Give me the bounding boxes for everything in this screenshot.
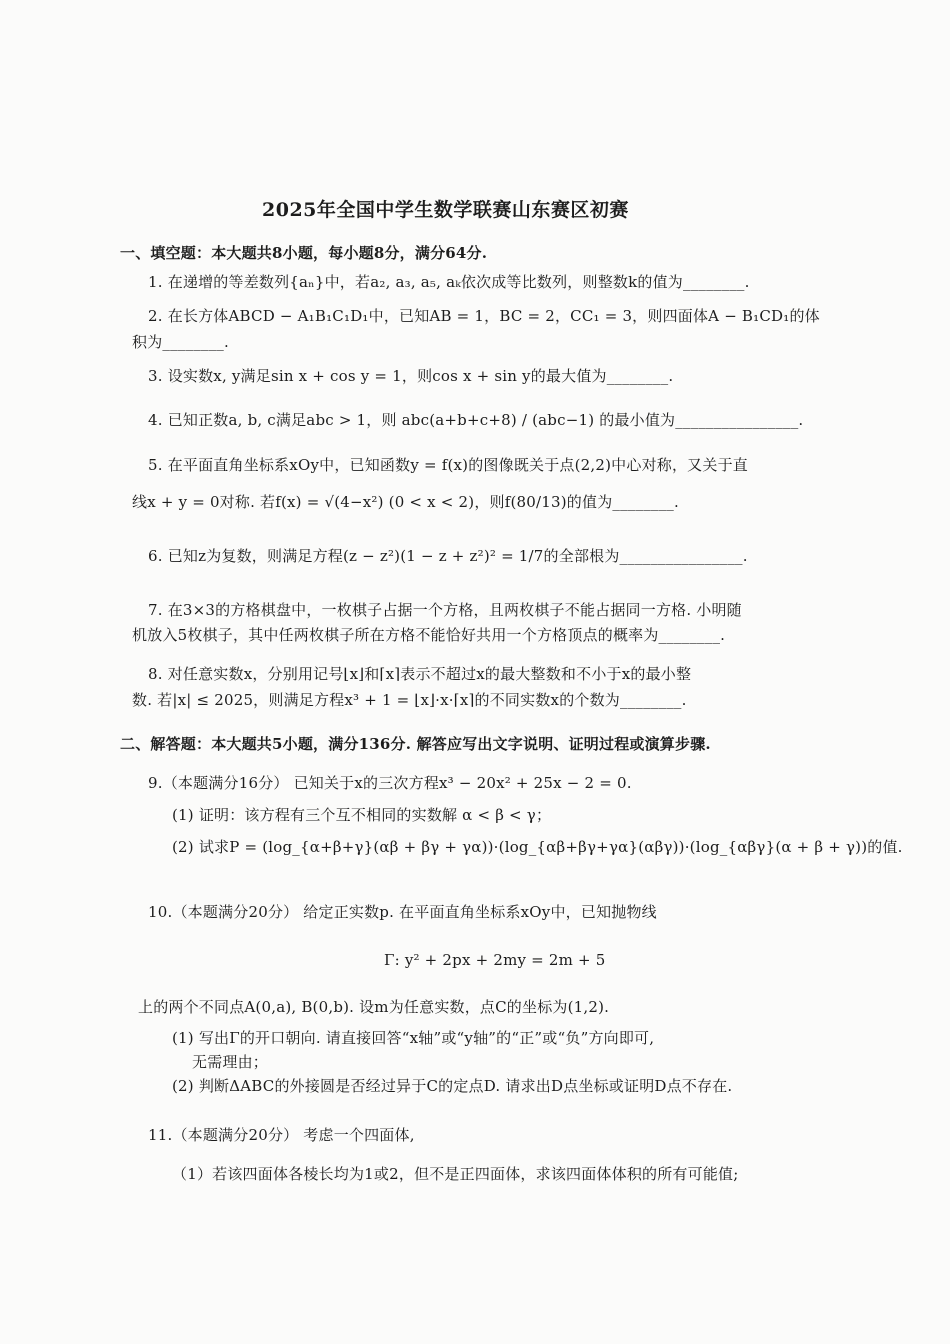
page-title: 2025年全国中学生数学联赛山东赛区初赛 <box>262 199 629 221</box>
q10-part-2: (2) 判断ΔABC的外接圆是否经过异于C的定点D. 请求出D点坐标或证明D点不存在. <box>172 1077 733 1095</box>
q11-heading: 11.（本题满分20分） 考虑一个四面体, <box>148 1126 415 1144</box>
q10-parabola-formula: Γ: y² + 2px + 2my = 2m + 5 <box>384 951 606 969</box>
q2-line-1 <box>148 306 820 326</box>
q9-part-1: (1) 证明：该方程有三个互不相同的实数解 α < β < γ； <box>172 806 552 824</box>
section-2-heading: 二、解答题：本大题共5小题，满分136分. 解答应写出文字说明、证明过程或演算步骤. <box>120 735 711 753</box>
q3-number: 3. <box>148 367 163 385</box>
q5-line-2: 线x + y = 0对称. 若f(x) = √(4−x²) (0 < x < 2)，则f(80/13)的值为________. <box>132 493 679 511</box>
q8-number: 8. <box>148 665 163 683</box>
q8-line-2: 数. 若|x| ≤ 2025，则满足方程x³ + 1 = ⌊x⌋·x·⌈x⌉的不同实数x的个数为________. <box>132 691 687 709</box>
q10-part-1a: (1) 写出Γ的开口朝向. 请直接回答“x轴”或“y轴”的“正”或“负”方向即可, <box>172 1029 655 1047</box>
q6-number: 6. <box>148 547 163 565</box>
q11-part-1: （1）若该四面体各棱长均为1或2，但不是正四面体，求该四面体体积的所有可能值; <box>172 1165 739 1183</box>
q6-line-1 <box>148 546 748 566</box>
q9-heading: 9.（本题满分16分） 已知关于x的三次方程x³ − 20x² + 25x − 2 = 0. <box>148 774 632 792</box>
q3-line-1 <box>148 366 673 386</box>
q7-text-1: 在3×3的方格棋盘中，一枚棋子占据一个方格，且两枚棋子不能占据同一方格. 小明随 <box>167 601 742 619</box>
q4-line-1 <box>148 410 803 430</box>
q5-line-1 <box>148 455 748 475</box>
q7-number: 7. <box>148 601 163 619</box>
q10-part-1b: 无需理由； <box>192 1053 269 1071</box>
q2-line-2: 积为________. <box>132 333 229 351</box>
q1-number: 1. <box>148 273 163 291</box>
q8-line-1 <box>148 664 691 684</box>
q1-line-1 <box>148 272 750 292</box>
q4-number: 4. <box>148 411 163 429</box>
q7-line-1 <box>148 600 742 620</box>
q6-text: 已知z为复数，则满足方程(z − z²)(1 − z + z²)² = 1/7的全部根为________________. <box>167 547 748 565</box>
q4-text: 已知正数a, b, c满足abc > 1，则 abc(a+b+c+8) / (abc−1) 的最小值为________________. <box>167 411 804 429</box>
q10-heading: 10.（本题满分20分） 给定正实数p. 在平面直角坐标系xOy中，已知抛物线 <box>148 903 657 921</box>
q3-text: 设实数x, y满足sin x + cos y = 1，则cos x + sin y的最大值为________. <box>167 367 674 385</box>
q7-line-2: 机放入5枚棋子，其中任两枚棋子所在方格不能恰好共用一个方格顶点的概率为________. <box>132 626 726 644</box>
q9-part-2: (2) 试求P = (log_{α+β+γ}(αβ + βγ + γα))·(log_{αβ+βγ+γα}(αβγ))·(log_{αβγ}(α + β + γ))的值. <box>172 838 903 856</box>
q5-text-1: 在平面直角坐标系xOy中，已知函数y = f(x)的图像既关于点(2,2)中心对称，又关于直 <box>167 456 748 474</box>
q2-text-1: 在长方体ABCD − A₁B₁C₁D₁中，已知AB = 1，BC = 2，CC₁ = 3，则四面体A − B₁CD₁的体 <box>167 307 820 325</box>
section-1-heading: 一、填空题：本大题共8小题，每小题8分，满分64分. <box>120 244 488 262</box>
q10-line-2: 上的两个不同点A(0,a), B(0,b). 设m为任意实数，点C的坐标为(1,2). <box>138 998 610 1016</box>
q2-number: 2. <box>148 307 163 325</box>
q8-text-1: 对任意实数x，分别用记号⌊x⌋和⌈x⌉表示不超过x的最大整数和不小于x的最小整 <box>167 665 692 683</box>
q1-text: 在递增的等差数列{aₙ}中，若a₂, a₃, a₅, aₖ依次成等比数列，则整数k的值为________. <box>167 273 750 291</box>
q5-number: 5. <box>148 456 163 474</box>
